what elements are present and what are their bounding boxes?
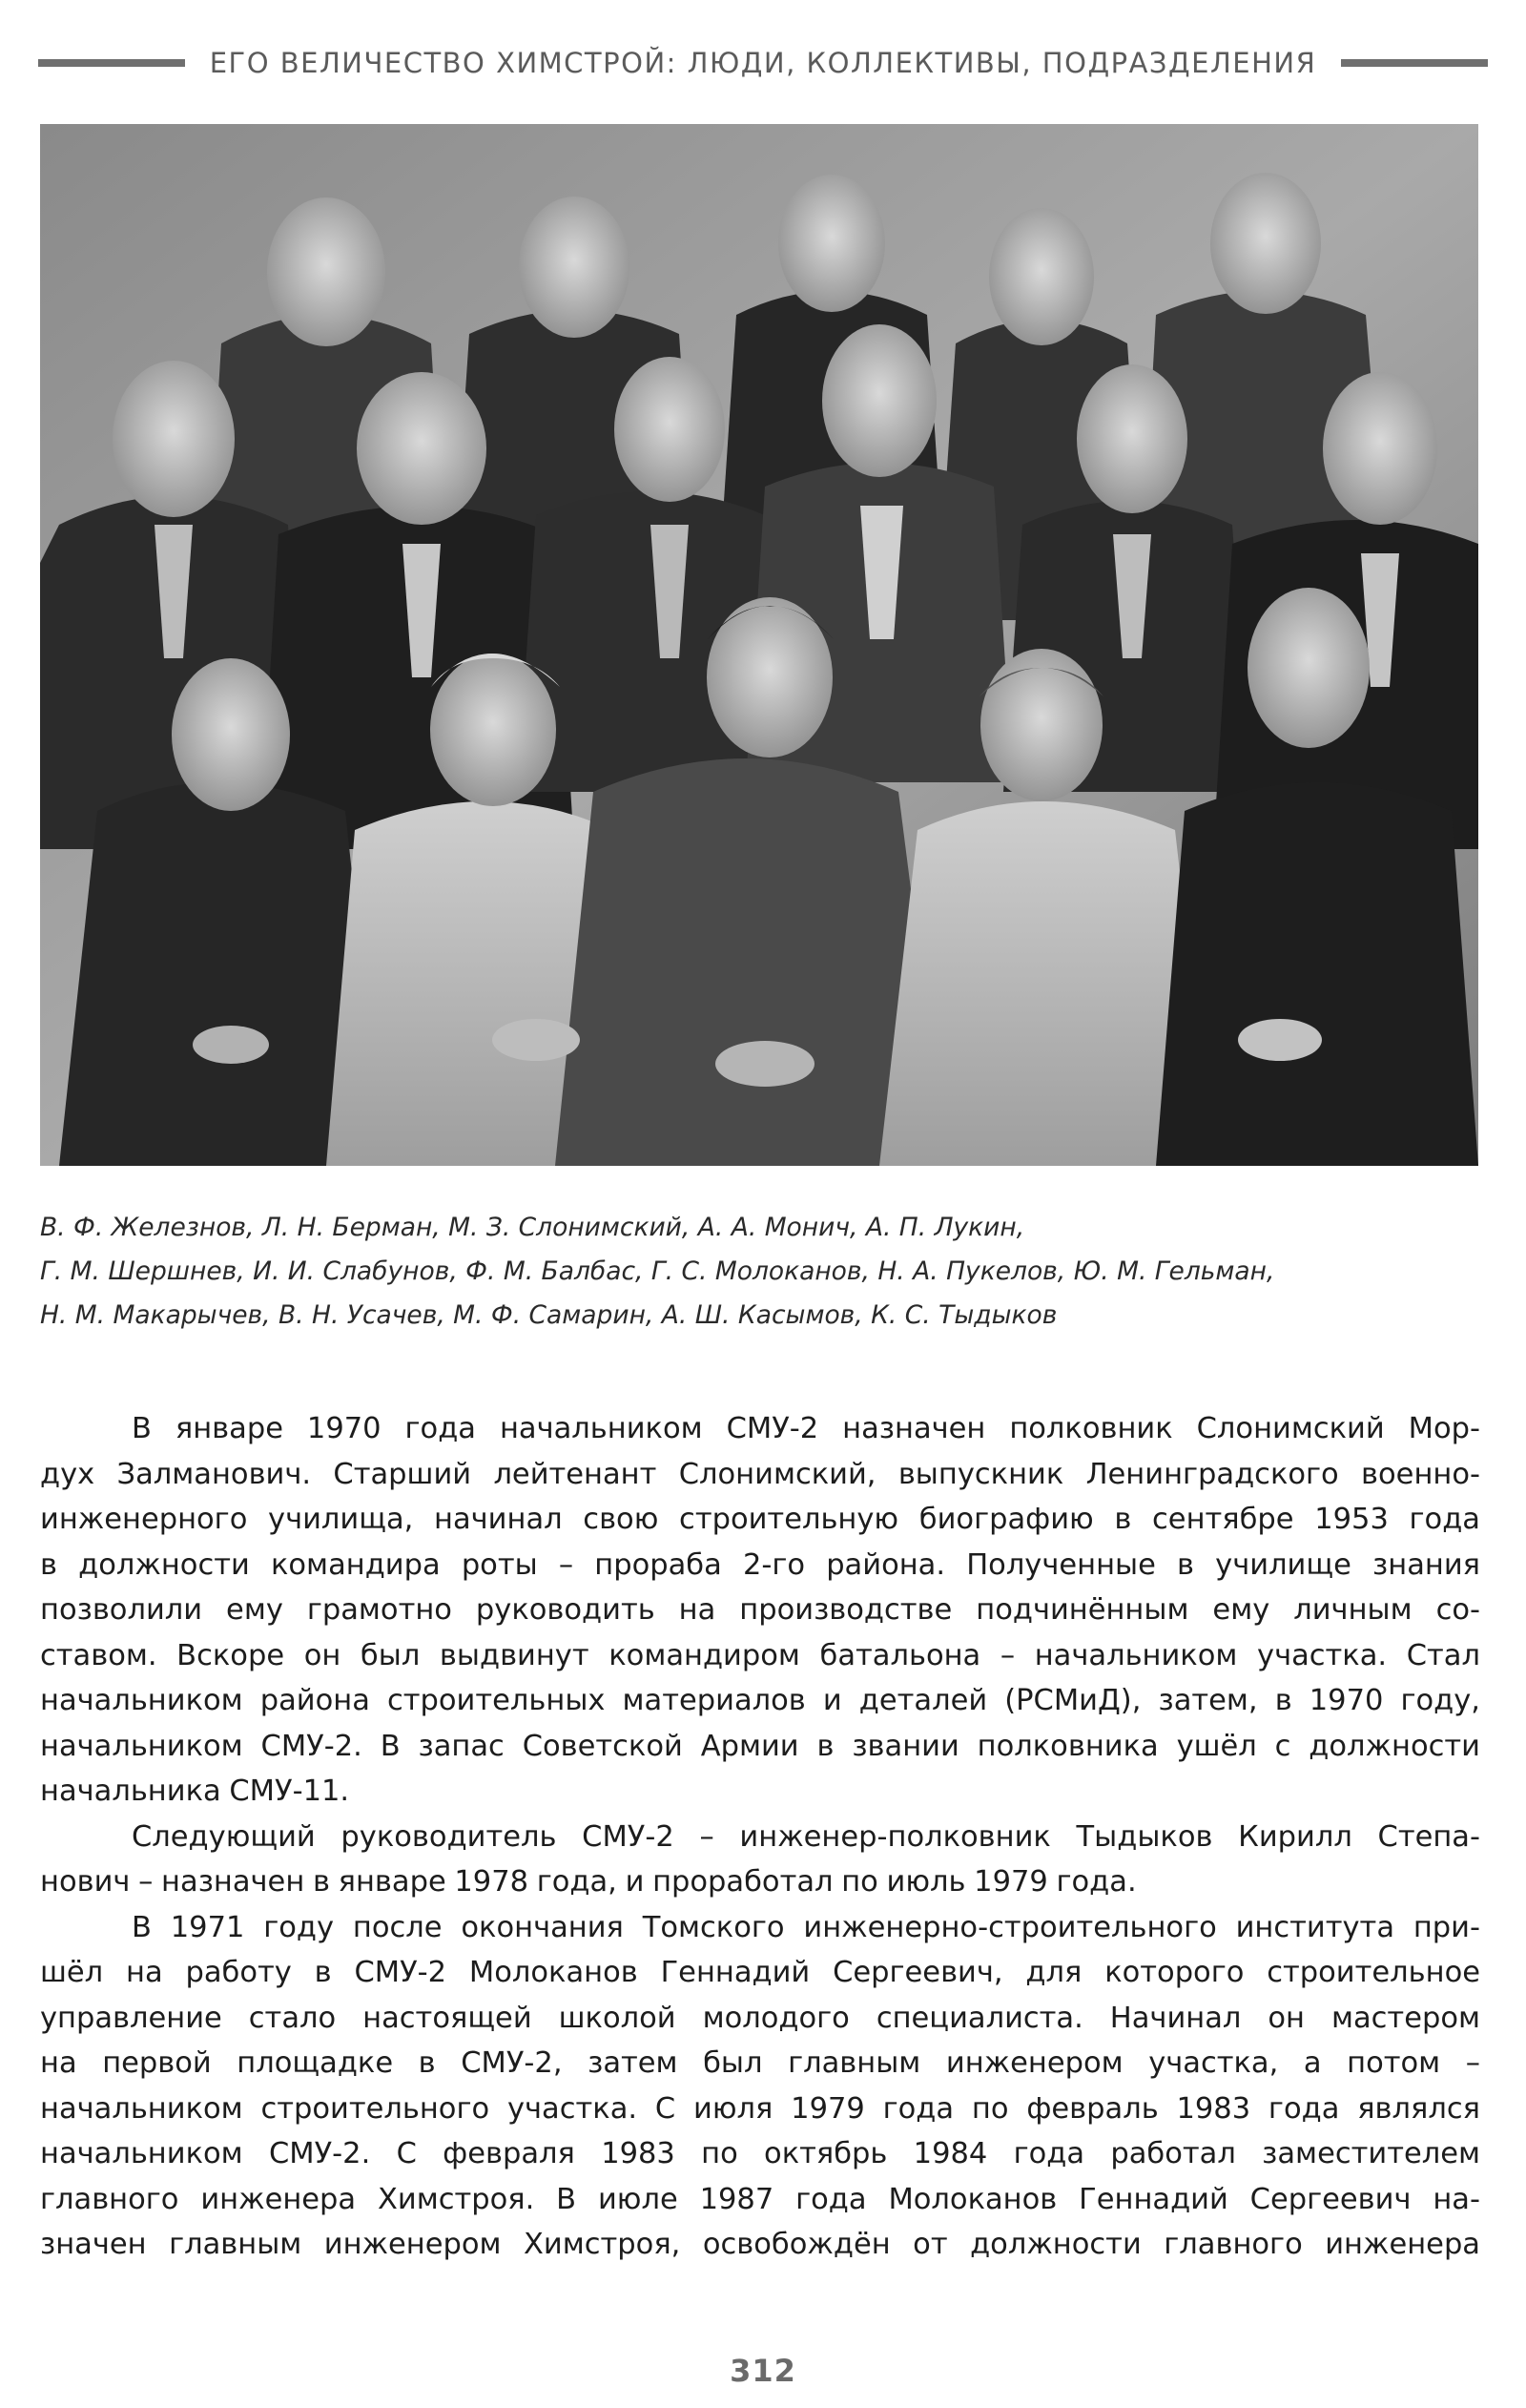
body-line: В январе 1970 года начальником СМУ-2 назначен полковник Слонимский Мор-	[132, 1412, 1480, 1445]
article-body	[40, 1406, 1480, 2268]
body-line: позволили ему грамотно руководить на производстве подчинённым ему личным со-	[40, 1593, 1480, 1627]
body-line: инженерного училища, начинал свою строительную биографию в сентябре 1953 года	[40, 1503, 1480, 1536]
body-line: управление стало настоящей школой молодого специалиста. Начинал он мастером	[40, 2001, 1480, 2035]
body-line: на первой площадке в СМУ-2, затем был главным инженером участка, а потом –	[40, 2046, 1480, 2080]
photo-caption	[40, 1206, 1480, 1338]
body-line: начальником района строительных материалов и деталей (РСМиД), затем, в 1970 году,	[40, 1684, 1480, 1717]
caption-line: Н. М. Макарычев, В. Н. Усачев, М. Ф. Самарин, А. Ш. Касымов, К. С. Тыдыков	[40, 1300, 1058, 1330]
header-rule-right	[1341, 59, 1488, 67]
body-line: главного инженера Химстроя. В июле 1987 года Молоканов Геннадий Сергеевич на-	[40, 2182, 1480, 2216]
caption-line: В. Ф. Железнов, Л. Н. Берман, М. З. Слонимский, А. А. Монич, А. П. Лукин,	[40, 1213, 1025, 1242]
body-line: нович – назначен в январе 1978 года, и проработал по июль 1979 года.	[40, 1865, 1137, 1899]
running-header-title: ЕГО ВЕЛИЧЕСТВО ХИМСТРОЙ: ЛЮДИ, КОЛЛЕКТИВЫ, ПОДРАЗДЕЛЕНИЯ	[209, 47, 1317, 79]
header-rule-left	[38, 59, 185, 67]
body-line: в должности командира роты – прораба 2-го района. Полученные в училище знания	[40, 1547, 1480, 1582]
body-line: начальника СМУ-11.	[40, 1775, 350, 1808]
body-line: ставом. Вскоре он был выдвинут командиром батальона – начальником участка. Стал	[40, 1638, 1480, 1672]
caption-line: Г. М. Шершнев, И. И. Слабунов, Ф. М. Балбас, Г. С. Молоканов, Н. А. Пукелов, Ю. М. Гельман,	[40, 1256, 1275, 1286]
body-line: начальником СМУ-2. В запас Советской Армии в звании полковника ушёл с должности	[40, 1729, 1480, 1763]
page-number: 312	[730, 2353, 796, 2389]
group-photo-illustration	[40, 124, 1478, 1166]
body-line: дух Залманович. Старший лейтенант Слонимский, выпускник Ленинградского военно-	[40, 1457, 1480, 1491]
body-line: значен главным инженером Химстроя, освобождён от должности главного инженера	[40, 2228, 1480, 2261]
group-photo	[40, 124, 1478, 1166]
body-line: шёл на работу в СМУ-2 Молоканов Геннадий Сергеевич, для которого строительное	[40, 1956, 1480, 1989]
body-line: Следующий руководитель СМУ-2 – инженер-полковник Тыдыков Кирилл Степа-	[132, 1819, 1480, 1854]
body-line: В 1971 году после окончания Томского инженерно-строительного института при-	[132, 1910, 1480, 1944]
body-line: начальником СМУ-2. С февраля 1983 по октябрь 1984 года работал заместителем	[40, 2137, 1480, 2170]
running-header	[38, 44, 1488, 82]
body-line: начальником строительного участка. С июля 1979 года по февраль 1983 года являлся	[40, 2091, 1480, 2126]
